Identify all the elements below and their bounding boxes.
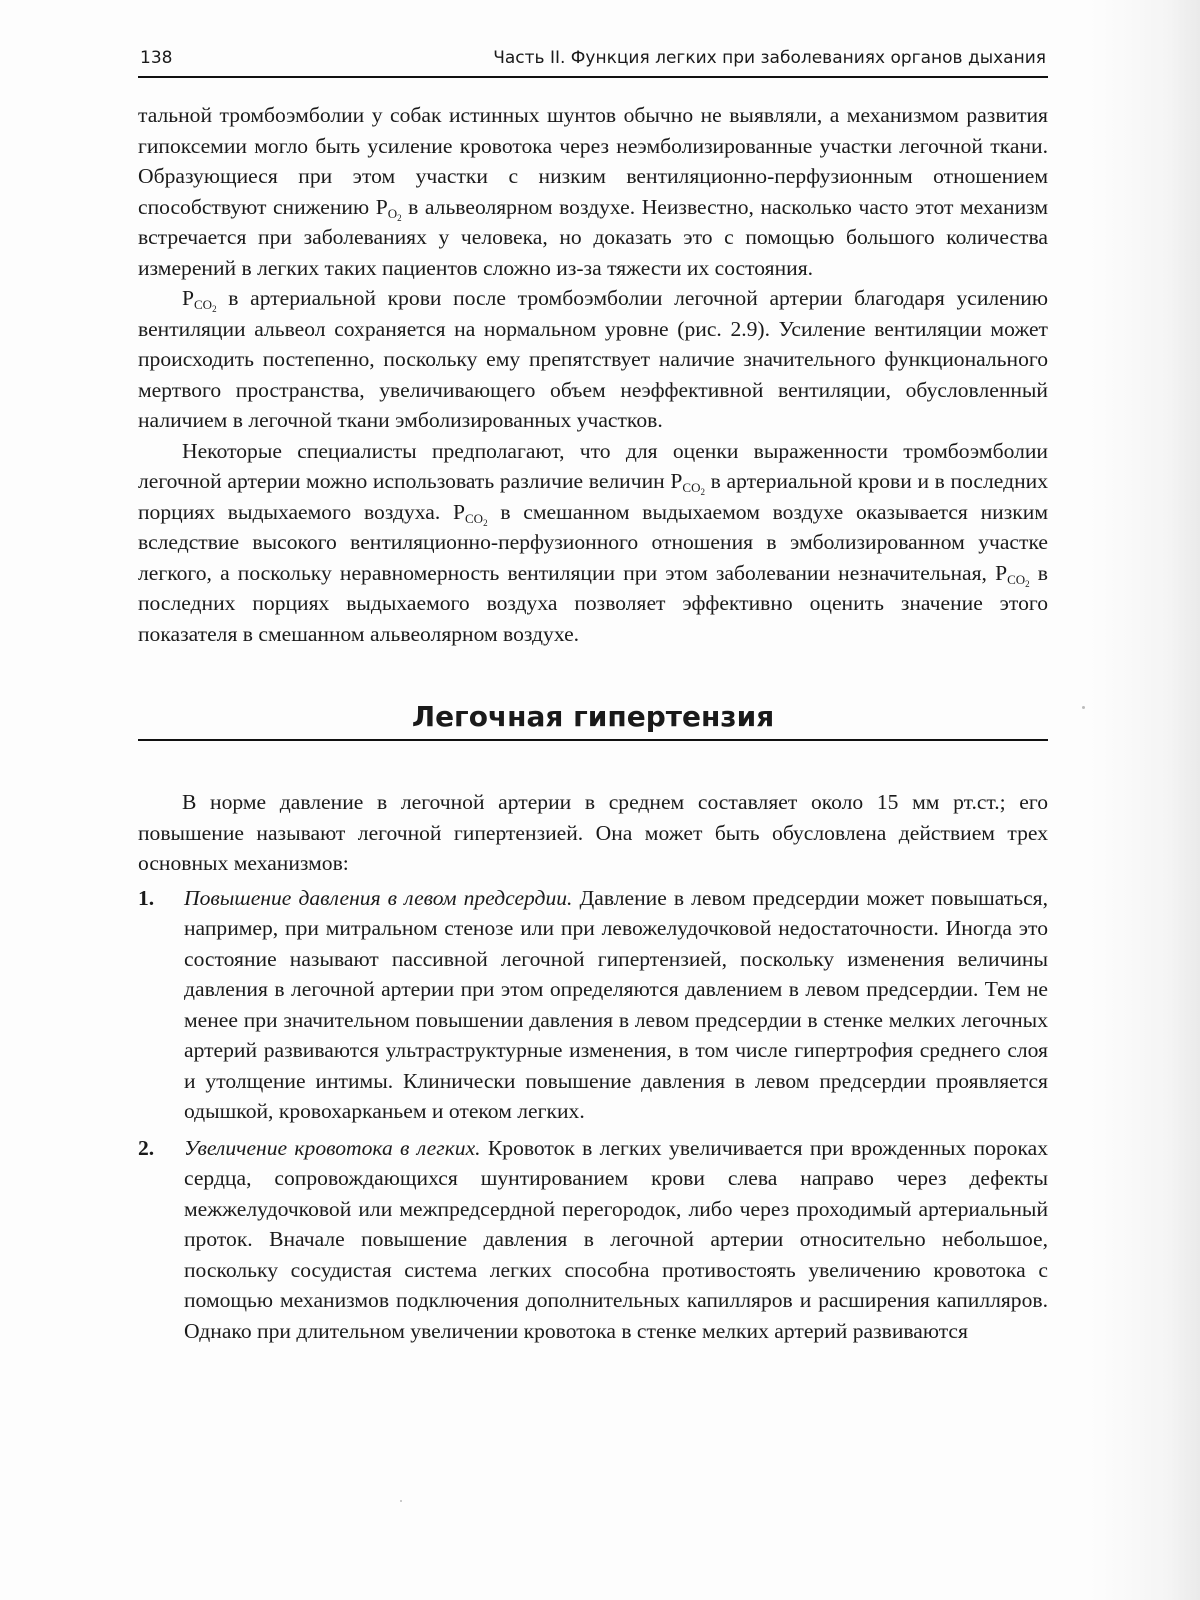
scan-speck xyxy=(400,1500,402,1502)
list-item-lead: Увеличение кровотока в легких. xyxy=(184,1135,481,1160)
paragraph-3-text-3: в смешанном выдыхаемом воздухе оказывается низким вследствие высокого вентиляционно-перфузионного отношения в эмболизированном участке легкого, а поскольку неравномерность вентиляции при этом заболевании незначительная, xyxy=(138,499,1048,585)
paragraph-3-text-4: в последних порциях выдыхаемого воздуха позволяет эффективно оценить значение этого показателя в смешанном альвеолярном воздухе. xyxy=(138,560,1048,646)
paragraph-3-text-2: в артериальной крови и в последних порциях выдыхаемого воздуха. xyxy=(138,469,1048,524)
paragraph-2-text: в артериальной крови после тромбоэмболии легочной артерии благодаря усилению вентиляции альвеол сохраняется на нормальном уровне (рис. 2.9). Усиление вентиляции может происходить постепенно, поскольку ему препятствует наличие значительного функционального мертвого пространства, увеличивающего объем неэффективной вентиляции, обусловленный наличием в легочной ткани эмболизированных участков. xyxy=(138,286,1048,432)
page-edge-shadow xyxy=(1090,0,1200,1600)
section-intro: В норме давление в легочной артерии в среднем составляет около 15 мм рт.ст.; его повышение называют легочной гипертензией. Она может быть обусловлена действием трех основных механизмов: xyxy=(138,790,1048,875)
mechanisms-list xyxy=(138,883,1048,1347)
page-content xyxy=(138,100,1048,1352)
symbol-pco2: $P_{CO_2}$ xyxy=(995,560,1030,589)
paragraph-3 xyxy=(138,436,1048,650)
list-item-number: 1. xyxy=(138,885,155,910)
paragraph-1-text-after: в альвеолярном воздухе. Неизвестно, насколько часто этот механизм встречается при заболеваниях у человека, но доказать это с помощью большого количества измерений в легких таких пациентов сложно из-за тяжести их состояния. xyxy=(138,194,1049,280)
list-item xyxy=(138,1133,1048,1347)
paragraph-1-text-before: тальной тромбоэмболии у собак истинных шунтов обычно не выявляли, а механизмом развития гипоксемии могло быть усиление кровотока через неэмболизированные участки легочной ткани. Образующиеся при этом участки с низким вентиляционно-перфузионным отношением способствуют снижению xyxy=(138,103,1048,219)
symbol-pco2: $P_{CO_2}$ xyxy=(182,286,217,314)
symbol-po2: $P_{O_2}$ xyxy=(375,194,402,223)
running-head xyxy=(138,46,1048,78)
paragraph-1 xyxy=(138,100,1048,283)
list-item-lead: Повышение давления в левом предсердии. xyxy=(184,885,573,910)
paragraph-2 xyxy=(138,283,1048,436)
scan-speck xyxy=(1082,706,1085,709)
section-heading: Легочная гипертензия xyxy=(138,699,1048,741)
page-number: 138 xyxy=(140,48,173,68)
list-item-text: Кровоток в легких увеличивается при врожденных пороках сердца, сопровождающихся шунтированием крови слева направо через дефекты межжелудочковой или межпредсердной перегородок, либо через проходимый артериальный проток. Вначале повышение давления в легочной артерии относительно небольшое, поскольку сосудистая система легких способна противостоять увеличению кровотока с помощью механизмов подключения дополнительных капилляров и расширения капилляров. Однако при длительном увеличении кровотока в стенке мелких артерий развиваются xyxy=(184,1135,1048,1343)
list-item-text: Давление в левом предсердии может повышаться, например, при митральном стенозе или при левожелудочковой недостаточности. Иногда это состояние называют пассивной легочной гипертензией, поскольку изменения величины давления в легочной артерии при этом определяются давлением в левом предсердии. Тем не менее при значительном повышении давления в левом предсердии в стенке мелких легочных артерий развиваются ультраструктурные изменения, в том числе гипертрофия среднего слоя и утолщение интимы. Клинически повышение давления в левом предсердии проявляется одышкой, кровохарканьем и отеком легких. xyxy=(184,885,1048,1123)
symbol-pco2: $P_{CO_2}$ xyxy=(670,469,705,497)
running-title: Часть II. Функция легких при заболеваниях органов дыхания xyxy=(493,48,1046,68)
list-item xyxy=(138,883,1048,1127)
paragraph-3-text-1: Некоторые специалисты предполагают, что для оценки выраженности тромбоэмболии легочной артерии можно использовать различие величин xyxy=(138,438,1048,493)
section-body xyxy=(138,787,1048,1346)
list-item-number: 2. xyxy=(138,1135,155,1160)
symbol-pco2: $P_{CO_2}$ xyxy=(453,499,488,528)
